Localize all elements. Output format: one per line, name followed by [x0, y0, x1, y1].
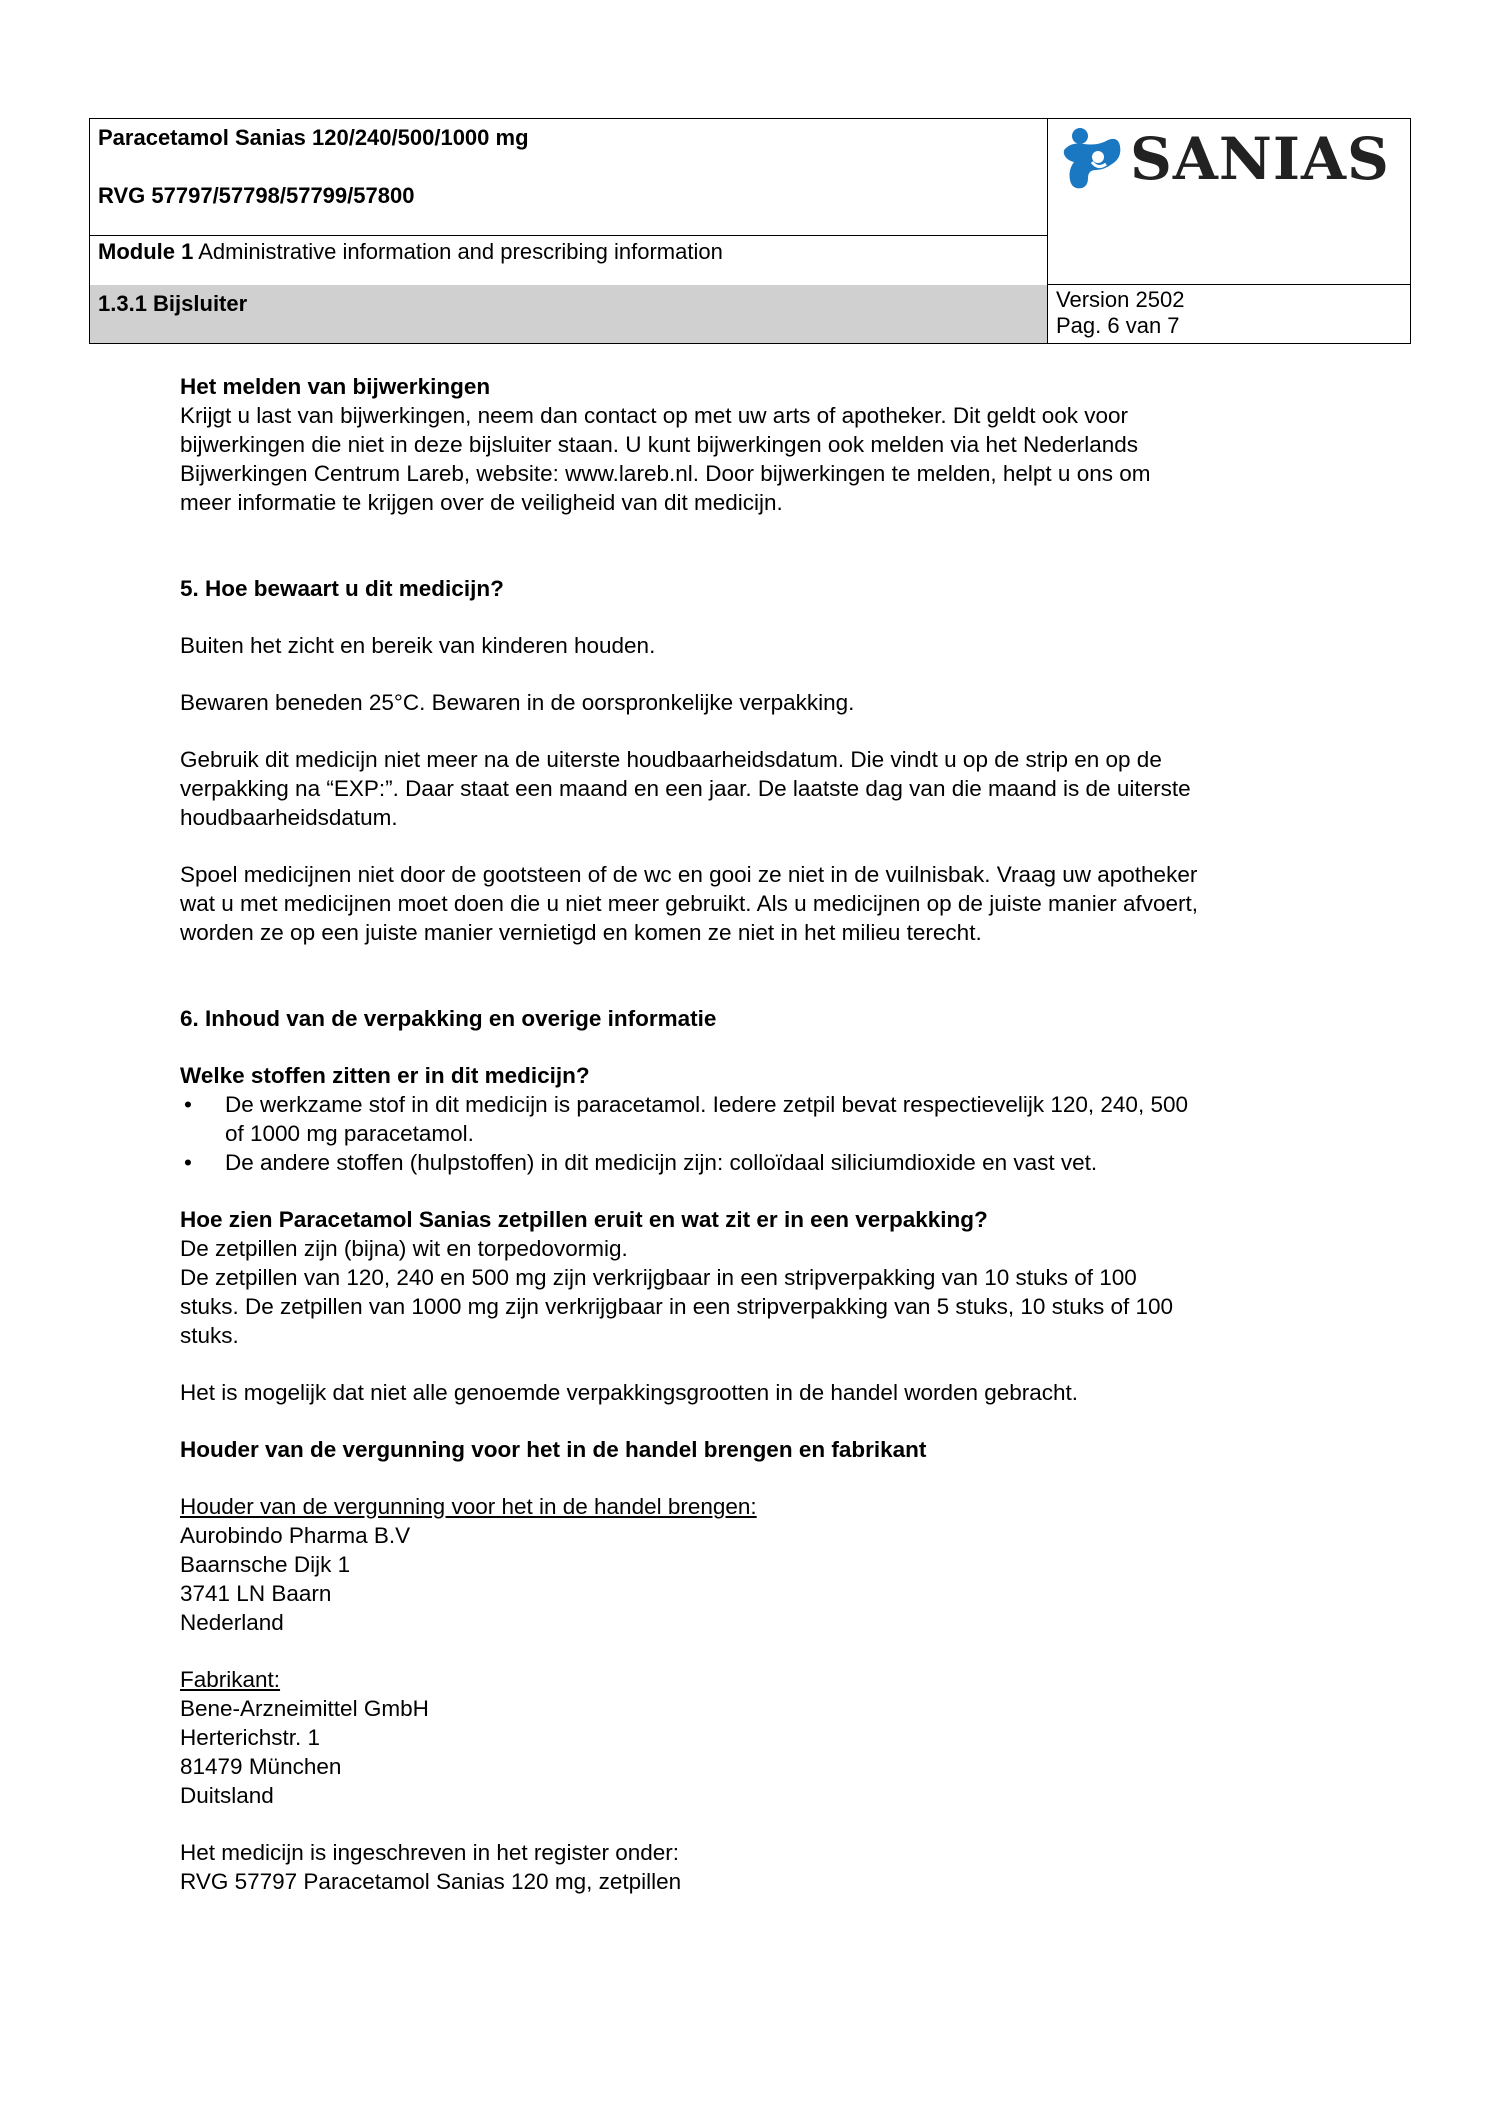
- sanias-logo-icon: [1058, 126, 1124, 192]
- list-item: [180, 1090, 1320, 1148]
- appearance-text-line: stuks.: [180, 1323, 239, 1348]
- substances-heading: Welke stoffen zitten er in dit medicijn?: [180, 1063, 590, 1088]
- bullet-icon: •: [184, 1150, 192, 1175]
- reporting-text-line: Krijgt u last van bijwerkingen, neem dan contact op met uw arts of apotheker. Dit geldt ook voor: [180, 403, 1129, 428]
- module-cell: [90, 236, 1048, 285]
- document-header: [89, 118, 1411, 344]
- section-cell: [90, 285, 1048, 343]
- header-title-cell: [90, 119, 1048, 236]
- reporting-heading: Het melden van bijwerkingen: [180, 374, 491, 399]
- holder-label: Houder van de vergunning voor het in de handel brengen:: [180, 1494, 757, 1519]
- manufacturer-address-line: Herterichstr. 1: [180, 1725, 321, 1750]
- bullet-icon: •: [184, 1092, 192, 1117]
- reporting-text-line: Bijwerkingen Centrum Lareb, website: www.lareb.nl. Door bijwerkingen te melden, helpt u ons om: [180, 461, 1151, 486]
- logo-wordmark: SANIAS: [1130, 125, 1390, 193]
- register-text: Het medicijn is ingeschreven in het register onder:: [180, 1840, 679, 1865]
- section-6-heading: 6. Inhoud van de verpakking en overige informatie: [180, 1006, 717, 1031]
- substances-list: [180, 1090, 1320, 1177]
- list-item: [180, 1148, 1320, 1177]
- logo-cell: [1048, 119, 1410, 285]
- list-item-line: De andere stoffen (hulpstoffen) in dit medicijn zijn: colloïdaal siliciumdioxide en vast vet.: [225, 1150, 1098, 1175]
- list-item-line: of 1000 mg paracetamol.: [225, 1121, 474, 1146]
- appearance-text-line: De zetpillen van 120, 240 en 500 mg zijn verkrijgbaar in een stripverpakking van 10 stuks of 100: [180, 1265, 1137, 1290]
- holder-address-line: Aurobindo Pharma B.V: [180, 1523, 411, 1548]
- storage-paragraph-3-line: houdbaarheidsdatum.: [180, 805, 398, 830]
- storage-paragraph-1: Buiten het zicht en bereik van kinderen houden.: [180, 633, 656, 658]
- list-item-line: De werkzame stof in dit medicijn is paracetamol. Iedere zetpil bevat respectievelijk 120, 240, 500: [225, 1092, 1188, 1117]
- version-cell: [1048, 285, 1410, 343]
- module-description: Administrative information and prescribing information: [193, 239, 723, 264]
- module-label: Module 1: [98, 239, 194, 264]
- page-number: Pag. 6 van 7: [1056, 313, 1180, 338]
- holder-heading: Houder van de vergunning voor het in de handel brengen en fabrikant: [180, 1437, 927, 1462]
- appearance-text-line: De zetpillen zijn (bijna) wit en torpedovormig.: [180, 1236, 628, 1261]
- appearance-heading: Hoe zien Paracetamol Sanias zetpillen eruit en wat zit er in een verpakking?: [180, 1207, 988, 1232]
- storage-paragraph-3-line: verpakking na “EXP:”. Daar staat een maand en een jaar. De laatste dag van die maand is de uiterste: [180, 776, 1191, 801]
- holder-address-line: Nederland: [180, 1610, 284, 1635]
- section-label: 1.3.1 Bijsluiter: [98, 291, 248, 316]
- pack-size-note: Het is mogelijk dat niet alle genoemde verpakkingsgrootten in de handel worden gebracht.: [180, 1380, 1079, 1405]
- reporting-text-line: meer informatie te krijgen over de veiligheid van dit medicijn.: [180, 490, 783, 515]
- manufacturer-address-line: Bene-Arzneimittel GmbH: [180, 1696, 429, 1721]
- holder-address-line: Baarnsche Dijk 1: [180, 1552, 351, 1577]
- appearance-text-line: stuks. De zetpillen van 1000 mg zijn verkrijgbaar in een stripverpakking van 5 stuks, 10 stuks of 100: [180, 1294, 1174, 1319]
- sanias-logo: [1058, 125, 1390, 193]
- section-5-heading: 5. Hoe bewaart u dit medicijn?: [180, 576, 504, 601]
- version-label: Version 2502: [1056, 287, 1185, 312]
- register-entry: RVG 57797 Paracetamol Sanias 120 mg, zetpillen: [180, 1869, 682, 1894]
- disposal-paragraph-line: wat u met medicijnen moet doen die u niet meer gebruikt. Als u medicijnen op de juiste manier afvoert,: [180, 891, 1199, 916]
- reporting-text-line: bijwerkingen die niet in deze bijsluiter staan. U kunt bijwerkingen ook melden via het Nederlands: [180, 432, 1139, 457]
- product-title: Paracetamol Sanias 120/240/500/1000 mg: [98, 125, 529, 150]
- rvg-numbers: RVG 57797/57798/57799/57800: [98, 183, 415, 208]
- disposal-paragraph-line: worden ze op een juiste manier vernietigd en komen ze niet in het milieu terecht.: [180, 920, 982, 945]
- manufacturer-label: Fabrikant:: [180, 1667, 281, 1692]
- manufacturer-address-line: Duitsland: [180, 1783, 274, 1808]
- manufacturer-address-line: 81479 München: [180, 1754, 342, 1779]
- leaflet-body: [180, 372, 1320, 1896]
- disposal-paragraph-line: Spoel medicijnen niet door de gootsteen of de wc en gooi ze niet in de vuilnisbak. Vraag uw apotheker: [180, 862, 1198, 887]
- storage-paragraph-2: Bewaren beneden 25°C. Bewaren in de oorspronkelijke verpakking.: [180, 690, 855, 715]
- holder-address-line: 3741 LN Baarn: [180, 1581, 332, 1606]
- storage-paragraph-3-line: Gebruik dit medicijn niet meer na de uiterste houdbaarheidsdatum. Die vindt u op de strip en op de: [180, 747, 1162, 772]
